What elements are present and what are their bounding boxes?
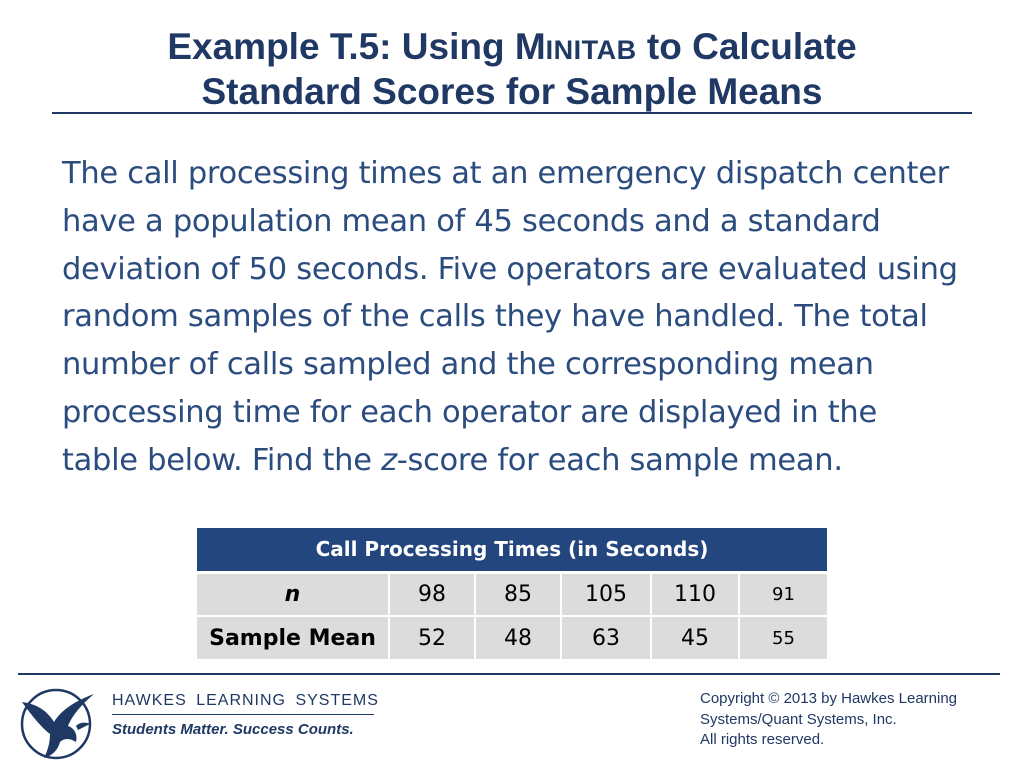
problem-text (62, 150, 962, 485)
problem-text-main: The call processing times at an emergency dispatch center have a population mean of 45 seconds and a standard deviation of 50 seconds. Five operators are evaluated using random samples of the calls they have handled. The total number of calls sampled and the corresponding mean processing time for each operator are displayed in the table below. Find the (62, 156, 958, 478)
row-label-n: n (197, 572, 389, 616)
row-label-sample-mean: Sample Mean (197, 616, 389, 660)
copyright-line: Systems/Quant Systems, Inc. (700, 710, 897, 728)
title-smallcaps: INITAB (545, 35, 637, 65)
company-name: HAWKES LEARNING SYSTEMS (112, 692, 379, 709)
table-cell: 91 (739, 572, 827, 616)
table-cell: 55 (739, 616, 827, 660)
table-cell: 85 (475, 572, 561, 616)
problem-text-end: -score for each sample mean. (396, 442, 843, 478)
table-cell: 48 (475, 616, 561, 660)
table-cell: 52 (389, 616, 475, 660)
hawk-logo-icon (16, 682, 100, 762)
copyright-line: Copyright © 2013 by Hawkes Learning (700, 690, 958, 707)
table-cell: 63 (561, 616, 651, 660)
table-cell: 110 (651, 572, 739, 616)
table-row-sample-mean (197, 616, 827, 660)
title-line2: Standard Scores for Sample Means (201, 71, 823, 112)
table-cell: 105 (561, 572, 651, 616)
call-times-table (197, 528, 827, 661)
tagline: Students Matter. Success Counts. (112, 721, 354, 738)
copyright-notice (700, 689, 1010, 751)
company-underline (112, 714, 374, 715)
table-cell: 45 (651, 616, 739, 660)
title-divider (52, 112, 972, 114)
table-row-n (197, 572, 827, 616)
copyright-line: All rights reserved. (700, 731, 825, 748)
title-suffix: to Calculate (636, 26, 857, 67)
z-symbol: z (381, 442, 397, 478)
title-prefix: Example T.5: Using M (167, 26, 546, 67)
slide-title (40, 26, 984, 113)
table-cell: 98 (389, 572, 475, 616)
footer-divider (18, 673, 1000, 675)
table-caption: Call Processing Times (in Seconds) (197, 528, 827, 572)
